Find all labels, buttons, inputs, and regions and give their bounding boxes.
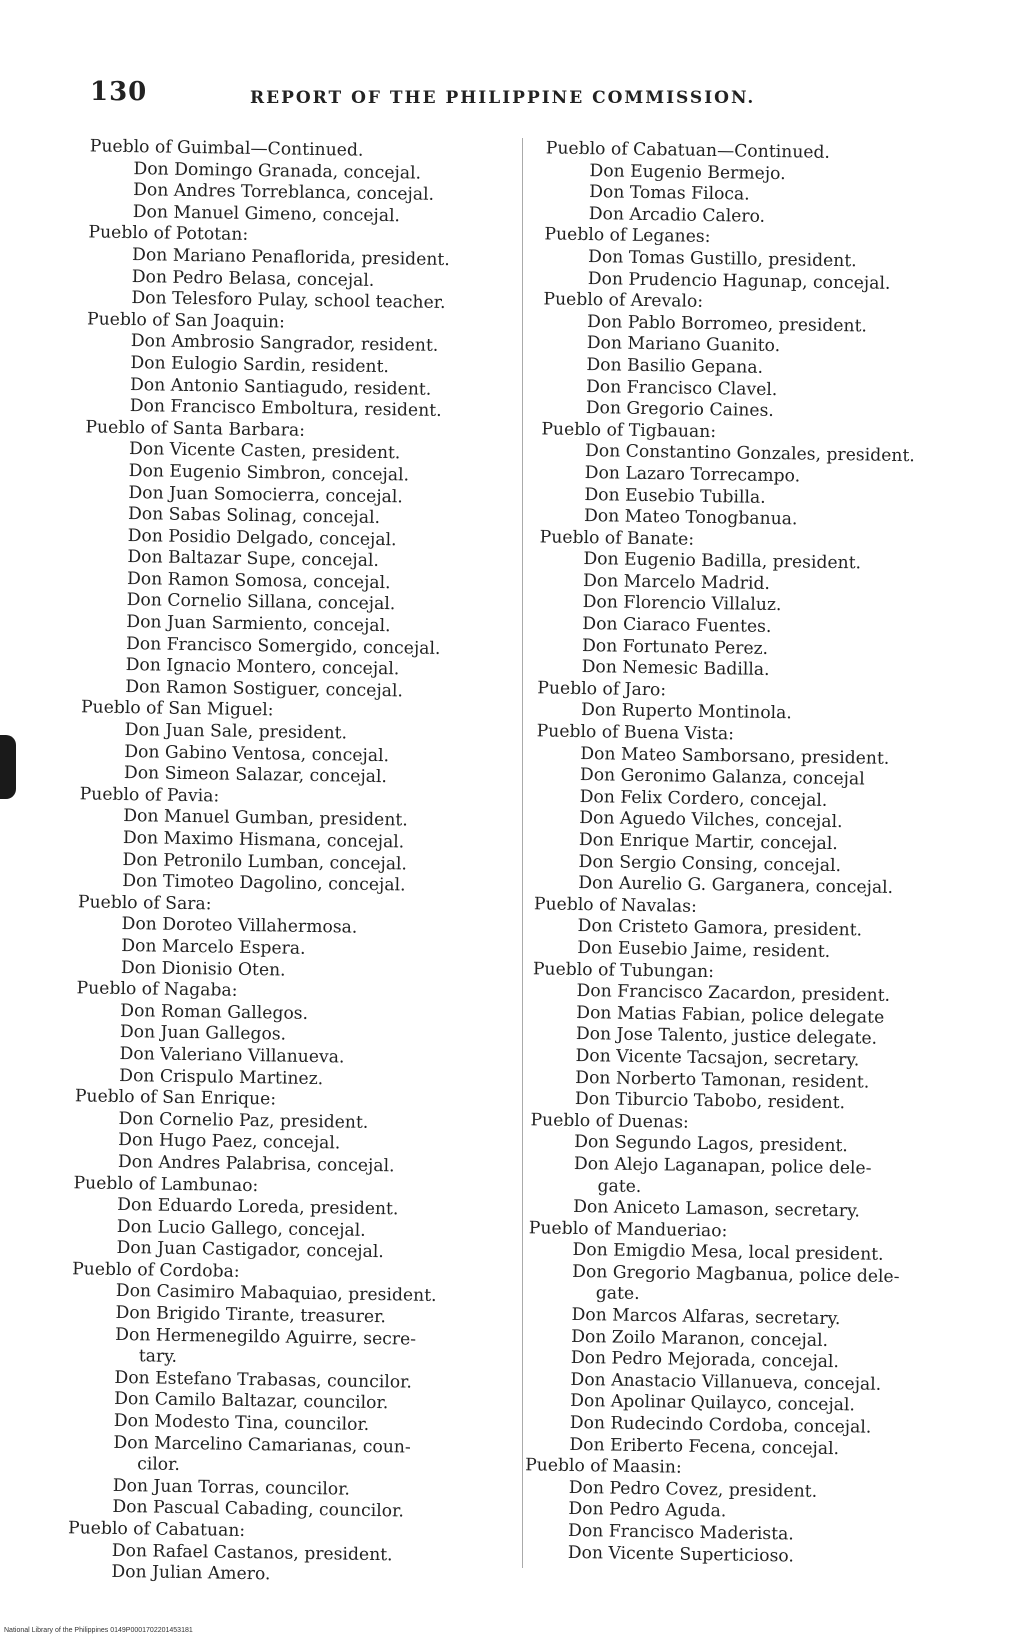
official-entry: Don Telesforo Pulay, school teacher. <box>131 288 446 314</box>
official-entry: Don Dionisio Oten. <box>120 957 286 981</box>
official-entry: Don Francisco Maderista. <box>567 1520 794 1545</box>
official-entry: Don Petronilo Lumban, concejal. <box>122 849 408 875</box>
official-entry: Don Hermenegildo Aguirre, secre- tary. <box>115 1324 417 1368</box>
official-entry: Don Baltazar Supe, concejal. <box>127 547 380 572</box>
official-entry: Don Ambrosio Sangrador, resident. <box>130 331 439 357</box>
official-entry: Don Emigdio Mesa, local president. <box>572 1240 884 1266</box>
official-entry: Don Tomas Filoca. <box>588 182 750 205</box>
official-entry: Don Zoilo Maranon, concejal. <box>571 1326 829 1351</box>
pueblo-heading: Pueblo of San Joaquin: <box>86 309 286 333</box>
official-entry: Don Doroteo Villahermosa. <box>121 914 358 939</box>
official-entry: Don Camilo Baltazar, councilor. <box>114 1389 389 1414</box>
pueblo-heading: Pueblo of Pavia: <box>79 784 220 807</box>
page-number: 130 <box>90 77 148 107</box>
official-entry: Don Ruperto Montinola. <box>580 700 792 724</box>
official-entry: Don Hugo Paez, concejal. <box>118 1130 341 1154</box>
official-entry: Don Ciaraco Fuentes. <box>582 614 772 638</box>
official-entry: Don Ramon Sostiguer, concejal. <box>125 676 404 702</box>
official-entry: Don Florencio Villaluz. <box>582 592 782 616</box>
official-entry: Don Simeon Salazar, concejal. <box>123 763 388 788</box>
official-entry: Don Eriberto Fecena, concejal. <box>569 1434 840 1459</box>
official-entry: Don Gabino Ventosa, concejal. <box>124 741 390 766</box>
running-head: REPORT OF THE PHILIPPINE COMMISSION. <box>250 88 756 108</box>
official-entry: Don Eugenio Bermejo. <box>589 160 786 184</box>
official-entry: Don Anastacio Villanueva, concejal. <box>570 1369 882 1395</box>
official-entry: Don Aurelio G. Garganera, concejal. <box>578 873 894 899</box>
official-entry: Don Sergio Consing, concejal. <box>578 851 842 876</box>
official-entry: Don Casimiro Mabaquiao, president. <box>115 1281 437 1307</box>
official-entry: Don Aguedo Vilches, concejal. <box>579 808 843 833</box>
official-entry: Don Tiburcio Tabobo, resident. <box>574 1089 846 1114</box>
pueblo-heading: Pueblo of San Enrique: <box>74 1086 277 1110</box>
official-entry: Don Eulogio Sardin, resident. <box>130 352 390 378</box>
official-entry: Don Geronimo Galanza, concejal <box>579 765 865 790</box>
official-entry: Don Marcelino Camarianas, coun- cilor. <box>113 1432 411 1476</box>
official-entry: Don Juan Sarmiento, concejal. <box>126 612 391 637</box>
pueblo-heading: Pueblo of Buena Vista: <box>536 721 735 745</box>
official-entry: Don Mariano Guanito. <box>586 333 781 357</box>
pueblo-heading: Pueblo of Navalas: <box>533 894 697 917</box>
official-entry: Don Francisco Somergido, concejal. <box>125 633 441 659</box>
pueblo-heading: Pueblo of San Miguel: <box>80 697 274 721</box>
pueblo-heading: Pueblo of Leganes: <box>544 224 711 248</box>
official-entry: Don Manuel Gumban, president. <box>123 806 408 831</box>
pueblo-heading: Pueblo of Arevalo: <box>543 289 704 313</box>
official-entry: Don Mariano Penaflorida, president. <box>131 245 450 271</box>
official-entry: Don Manuel Gimeno, concejal. <box>132 201 401 227</box>
official-entry: Don Marcos Alfaras, secretary. <box>571 1304 841 1330</box>
official-entry: Don Valeriano Villanueva. <box>119 1043 345 1068</box>
official-entry: Don Francisco Zacardon, president. <box>576 981 891 1007</box>
official-entry: Don Eduardo Loreda, president. <box>117 1195 399 1220</box>
official-entry: Don Rafael Castanos, president. <box>111 1540 393 1565</box>
official-entry: Don Mateo Samborsano, president. <box>580 743 890 769</box>
official-entry: Don Felix Cordero, concejal. <box>579 786 828 811</box>
official-entry: Don Estefano Trabasas, councilor. <box>114 1367 413 1393</box>
official-entry: Don Arcadio Calero. <box>588 203 766 227</box>
binding-mark <box>0 735 16 799</box>
official-entry: Don Juan Sale, president. <box>124 720 348 744</box>
official-entry: Don Constantino Gonzales, president. <box>584 441 915 467</box>
official-entry: Don Modesto Tina, councilor. <box>113 1410 370 1435</box>
pueblo-heading: Pueblo of Maasin: <box>524 1455 682 1478</box>
pueblo-heading: Pueblo of Pototan: <box>88 222 249 246</box>
official-entry: Don Francisco Clavel. <box>585 376 778 400</box>
official-entry: Don Sabas Solinag, concejal. <box>127 504 381 529</box>
official-entry: Don Ignacio Montero, concejal. <box>125 655 400 680</box>
official-entry: Don Vicente Superticioso. <box>567 1542 795 1567</box>
official-entry: Don Rudecindo Cordoba, concejal. <box>569 1412 872 1438</box>
pueblo-heading: Pueblo of Tigbauan: <box>541 419 717 442</box>
pueblo-heading: Pueblo of Sara: <box>77 892 212 915</box>
official-entry: Don Enrique Martir, concejal. <box>578 829 838 855</box>
pueblo-heading: Pueblo of Cabatuan—Continued. <box>545 138 831 163</box>
official-entry: Don Prudencio Hagunap, concejal. <box>587 268 891 294</box>
official-entry: Don Julian Amero. <box>111 1562 271 1585</box>
official-entry: Don Juan Somocierra, concejal. <box>128 482 403 507</box>
official-entry: Don Lazaro Torrecampo. <box>584 462 801 487</box>
pueblo-heading: Pueblo of Guimbal—Continued. <box>89 136 364 161</box>
official-entry: Don Andres Palabrisa, concejal. <box>117 1151 395 1177</box>
official-entry: Don Juan Castigador, concejal. <box>116 1238 384 1263</box>
official-entry: Don Juan Torras, councilor. <box>112 1475 351 1500</box>
official-entry: Don Roman Gallegos. <box>120 1000 309 1024</box>
official-entry: Don Juan Gallegos. <box>119 1022 287 1045</box>
official-entry: Don Fortunato Perez. <box>581 635 769 659</box>
official-entry: Don Timoteo Dagolino, concejal. <box>122 871 406 896</box>
official-entry: Don Cornelio Sillana, concejal. <box>126 590 396 615</box>
official-entry: Don Nemesic Badilla. <box>581 657 770 681</box>
official-entry: Don Crispulo Martinez. <box>119 1065 324 1089</box>
pueblo-heading: Pueblo of Banate: <box>539 527 695 550</box>
official-entry: Don Basilio Gepana. <box>586 354 764 378</box>
pueblo-heading: Pueblo of Cordoba: <box>72 1259 240 1282</box>
official-entry: Don Eugenio Badilla, president. <box>583 549 862 574</box>
official-entry: Don Aniceto Lamason, secretary. <box>573 1197 861 1222</box>
official-entry: Don Tomas Gustillo, president. <box>587 247 857 272</box>
official-entry: Don Marcelo Madrid. <box>582 570 771 594</box>
official-entry: Don Ramon Somosa, concejal. <box>126 568 391 594</box>
official-entry: Don Antonio Santiagudo, resident. <box>129 374 432 400</box>
official-entry: Don Eugenio Simbron, concejal. <box>128 460 410 486</box>
pueblo-heading: Pueblo of Duenas: <box>530 1109 689 1133</box>
official-entry: Don Apolinar Quilayco, concejal. <box>570 1391 856 1416</box>
pueblo-heading: Pueblo of Tubungan: <box>532 958 715 982</box>
official-entry: Don Cornelio Paz, president. <box>118 1108 369 1133</box>
official-entry: Don Norberto Tamonan, resident. <box>575 1067 870 1093</box>
official-entry: Don Gregorio Magbanua, police dele- gate. <box>572 1261 900 1305</box>
official-entry: Don Gregorio Caines. <box>585 398 774 422</box>
pueblo-heading: Pueblo of Nagaba: <box>76 978 238 1001</box>
pueblo-heading: Pueblo of Santa Barbara: <box>85 417 306 441</box>
official-entry: Don Vicente Casten, president. <box>128 439 401 464</box>
footer-credit: National Library of the Philippines 0149P0001702201453181 <box>4 1627 193 1634</box>
official-entry: Don Posidio Delgado, concejal. <box>127 525 397 550</box>
official-entry: Don Lucio Gallego, concejal. <box>116 1216 366 1241</box>
pueblo-heading: Pueblo of Cabatuan: <box>67 1518 246 1541</box>
official-entry: Don Marcelo Espera. <box>121 935 306 959</box>
official-entry: Don Alejo Laganapan, police dele- gate. <box>573 1153 872 1197</box>
official-entry: Don Andres Torreblanca, concejal. <box>132 180 435 205</box>
official-entry: Don Pedro Mejorada, concejal. <box>570 1348 840 1373</box>
pueblo-heading: Pueblo of Lambunao: <box>73 1172 259 1196</box>
official-entry: Don Eusebio Jaime, resident. <box>577 937 831 962</box>
pueblo-heading: Pueblo of Jaro: <box>537 678 667 701</box>
official-entry: Don Cristeto Gamora, president. <box>577 916 863 941</box>
pueblo-heading: Pueblo of Mandueriao: <box>528 1217 728 1242</box>
official-entry: Don Vicente Tacsajon, secretary. <box>575 1045 860 1071</box>
official-entry: Don Brigido Tirante, treasurer. <box>115 1302 387 1328</box>
official-entry: Don Pablo Borromeo, president. <box>586 311 868 337</box>
official-entry: Don Pedro Covez, president. <box>568 1477 818 1502</box>
official-entry: Don Pascual Cabading, councilor. <box>112 1497 405 1522</box>
official-entry: Don Pedro Aguda. <box>568 1499 727 1522</box>
official-entry: Don Eusebio Tubilla. <box>584 484 766 508</box>
right-column <box>500 138 972 1570</box>
official-entry: Don Matias Fabian, police delegate <box>576 1002 885 1028</box>
official-entry: Don Jose Talento, justice delegate. <box>575 1024 878 1050</box>
official-entry: Don Maximo Hismana, concejal. <box>122 827 405 853</box>
official-entry: Don Pedro Belasa, concejal. <box>131 266 375 291</box>
official-entry: Don Domingo Granada, concejal. <box>133 158 422 184</box>
official-entry: Don Mateo Tonogbanua. <box>583 506 798 530</box>
left-column <box>43 136 496 1589</box>
official-entry: Don Segundo Lagos, president. <box>574 1132 848 1157</box>
official-entry: Don Francisco Emboltura, resident. <box>129 396 442 422</box>
